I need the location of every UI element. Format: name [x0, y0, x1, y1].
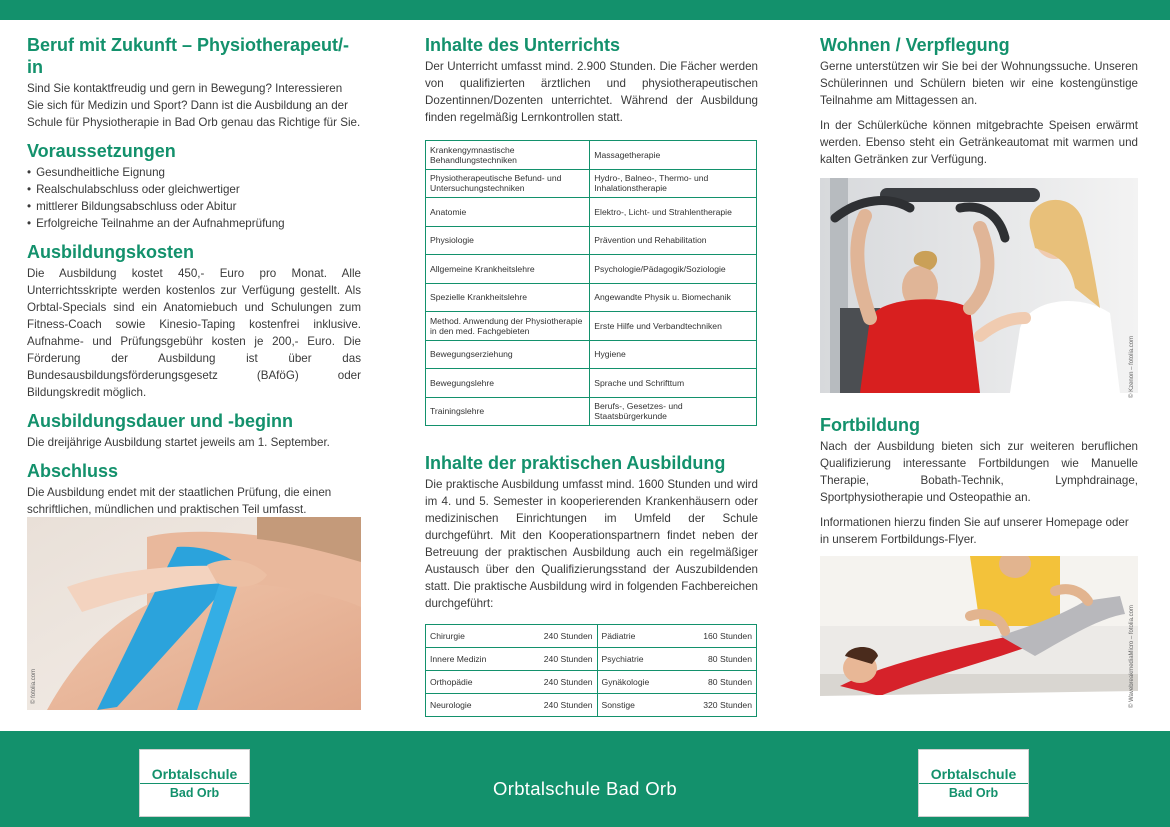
table-row — [426, 671, 757, 694]
heading-dauer: Ausbildungsdauer und -beginn — [27, 411, 293, 431]
table-cell: Massagetherapie — [590, 141, 757, 170]
heading-beruf: Beruf mit Zukunft – Physiotherapeut/-in — [27, 35, 350, 77]
gym-training-photo — [820, 178, 1138, 393]
text-dauer: Die dreijährige Ausbildung startet jeweils am 1. September. — [27, 436, 330, 449]
table-cell: Anatomie — [426, 198, 590, 227]
photo-credit-1: © fotolia.com — [31, 668, 37, 704]
table-row — [426, 226, 757, 255]
table-cell: Sonstige — [597, 694, 676, 717]
table-row — [426, 255, 757, 284]
heading-fortbildung: Fortbildung — [820, 415, 920, 435]
text-kosten: Die Ausbildung kostet 450,- Euro pro Monat. Alle Unterrichtsskripte werden kostenlos zur Verfügung gestellt. Als Orbtal-Specials sind ein Anatomiebuch und Schulungen zum Fitness-Coach sowie Kinesio-Taping kostenfrei inklusive. Aufnahme- und Prüfungsgebühr kosten je 200,- Euro. Die Förderung der Ausbildung ist über das Bundesausbildungsförderungsgesetz (BAföG) oder Bildungskredit möglich. — [27, 267, 361, 399]
table-cell: Gynäkologie — [597, 671, 676, 694]
table-row — [426, 283, 757, 312]
table-cell: Physiologie — [426, 226, 590, 255]
logo-divider — [140, 783, 249, 784]
table-cell: Krankengymnastische Behandlungstechniken — [426, 141, 590, 170]
logo-location: Bad Orb — [948, 786, 999, 800]
list-voraussetzungen — [27, 164, 361, 232]
table-cell: Hydro-, Balneo-, Thermo- und Inhalationstherapie — [590, 169, 757, 198]
table-row — [426, 198, 757, 227]
table-cell: 320 Stunden — [676, 694, 756, 717]
table-row — [426, 312, 757, 341]
table-cell: 80 Stunden — [676, 648, 756, 671]
table-cell: Erste Hilfe und Verbandtechniken — [590, 312, 757, 341]
heading-wohnen: Wohnen / Verpflegung — [820, 35, 1010, 55]
table-cell: 240 Stunden — [517, 671, 597, 694]
fortbildung-section — [820, 414, 1138, 548]
table-cell: Method. Anwendung der Physiotherapie in den med. Fachgebieten — [426, 312, 590, 341]
school-logo-right — [918, 749, 1029, 817]
table-row — [426, 340, 757, 369]
list-item: • Realschulabschluss oder gleichwertiger — [27, 181, 361, 198]
text-beruf: Sind Sie kontaktfreudig und gern in Bewegung? Interessieren Sie sich für Medizin und Sport? Dann ist die Ausbildung an der Schule für Physiotherapie in Bad Orb genau das Richtige für Sie. — [27, 82, 361, 129]
subjects-table — [425, 140, 757, 426]
table-cell: Allgemeine Krankheitslehre — [426, 255, 590, 284]
text-unterricht: Der Unterricht umfasst mind. 2.900 Stunden. Die Fächer werden von qualifizierten ärztlichen und physiotherapeutischen Dozentinnen/Dozenten unterrichtet. Während der Ausbildung finden regelmäßig Lernkontrollen statt. — [425, 60, 758, 124]
logo-name: Orbtalschule — [151, 766, 238, 782]
table-cell: Chirurgie — [426, 625, 517, 648]
table-row — [426, 694, 757, 717]
table-row — [426, 648, 757, 671]
table-cell: Innere Medizin — [426, 648, 517, 671]
table-cell: Physiotherapeutische Befund- und Untersuchungstechniken — [426, 169, 590, 198]
table-cell: Bewegungslehre — [426, 369, 590, 398]
table-cell: Berufs-, Gesetzes- und Staatsbürgerkunde — [590, 397, 757, 426]
text-praxis: Die praktische Ausbildung umfasst mind. 1600 Stunden und wird im 4. und 5. Semester in kooperierenden Krankenhäusern oder medizinischen Einrichtungen im Umfeld der Schule durchgeführt. Mit den Kooperationspartnern findet neben der Betreuung der praktischen Ausbildung auch ein regelmäßiger Austausch über den Qualifizierungsstand der Auszubildenden statt. Die praktische Ausbildung wird in folgenden Fachbereichen durchgeführt: — [425, 478, 758, 610]
heading-voraussetzungen: Voraussetzungen — [27, 141, 176, 161]
school-logo-left — [139, 749, 250, 817]
text-fortbildung-2: Informationen hierzu finden Sie auf unserer Homepage oder in unserem Fortbildungs-Flyer. — [820, 516, 1129, 546]
text-wohnen-1: Gerne unterstützen wir Sie bei der Wohnungssuche. Unseren Schülerinnen und Schülern bieten wir eine kostengünstige Teilnahme am Mittagessen an. — [820, 60, 1138, 107]
heading-unterricht: Inhalte des Unterrichts — [425, 35, 621, 55]
list-item: • Gesundheitliche Eignung — [27, 164, 361, 181]
text-fortbildung-1: Nach der Ausbildung bieten sich zur weiteren beruflichen Qualifizierung interessante Fortbildungen wie Manuelle Therapie, Bobath-Technik, Lymphdrainage, Sportphysiotherapie und Osteopathie an. — [820, 440, 1138, 504]
logo-location: Bad Orb — [169, 786, 220, 800]
table-row — [426, 141, 757, 170]
column-left — [27, 34, 361, 518]
table-cell: Elektro-, Licht- und Strahlentherapie — [590, 198, 757, 227]
table-cell: Psychologie/Pädagogik/Soziologie — [590, 255, 757, 284]
table-cell: Prävention und Rehabilitation — [590, 226, 757, 255]
table-row — [426, 169, 757, 198]
kinesio-taping-photo — [27, 517, 361, 710]
top-brand-bar — [0, 0, 1170, 20]
column-right — [820, 34, 1138, 168]
table-cell: Spezielle Krankheitslehre — [426, 283, 590, 312]
table-cell: 80 Stunden — [676, 671, 756, 694]
table-row — [426, 625, 757, 648]
table-cell: 240 Stunden — [517, 648, 597, 671]
table-cell: Sprache und Schrifttum — [590, 369, 757, 398]
list-item: • mittlerer Bildungsabschluss oder Abitur — [27, 198, 361, 215]
manual-therapy-photo — [820, 556, 1138, 709]
table-cell: Neurologie — [426, 694, 517, 717]
table-cell: Psychiatrie — [597, 648, 676, 671]
table-cell: 240 Stunden — [517, 625, 597, 648]
column-middle — [425, 34, 758, 717]
heading-praxis: Inhalte der praktischen Ausbildung — [425, 453, 726, 473]
logo-name: Orbtalschule — [930, 766, 1017, 782]
practice-table — [425, 624, 757, 717]
heading-kosten: Ausbildungskosten — [27, 242, 195, 262]
table-cell: 160 Stunden — [676, 625, 756, 648]
photo-credit-2: © Kzenon – fotolia.com — [1129, 335, 1135, 398]
text-wohnen-2: In der Schülerküche können mitgebrachte Speisen erwärmt werden. Ebenso steht ein Getränkeautomat mit warmen und kalten Getränken zur Verfügung. — [820, 119, 1138, 166]
footer-title: Orbtalschule Bad Orb — [493, 778, 677, 799]
table-cell: Angewandte Physik u. Biomechanik — [590, 283, 757, 312]
table-cell: Hygiene — [590, 340, 757, 369]
logo-divider — [919, 783, 1028, 784]
table-cell: Trainingslehre — [426, 397, 590, 426]
table-cell: Bewegungserziehung — [426, 340, 590, 369]
list-item: • Erfolgreiche Teilnahme an der Aufnahmeprüfung — [27, 215, 361, 232]
table-row — [426, 369, 757, 398]
text-abschluss: Die Ausbildung endet mit der staatlichen Prüfung, die einen schriftlichen, mündlichen und praktischen Teil umfasst. — [27, 486, 332, 516]
table-row — [426, 397, 757, 426]
table-cell: Pädiatrie — [597, 625, 676, 648]
photo-credit-3: © WavebreakmediaMicro – fotolia.com — [1129, 605, 1135, 708]
table-cell: 240 Stunden — [517, 694, 597, 717]
table-cell: Orthopädie — [426, 671, 517, 694]
heading-abschluss: Abschluss — [27, 461, 119, 481]
